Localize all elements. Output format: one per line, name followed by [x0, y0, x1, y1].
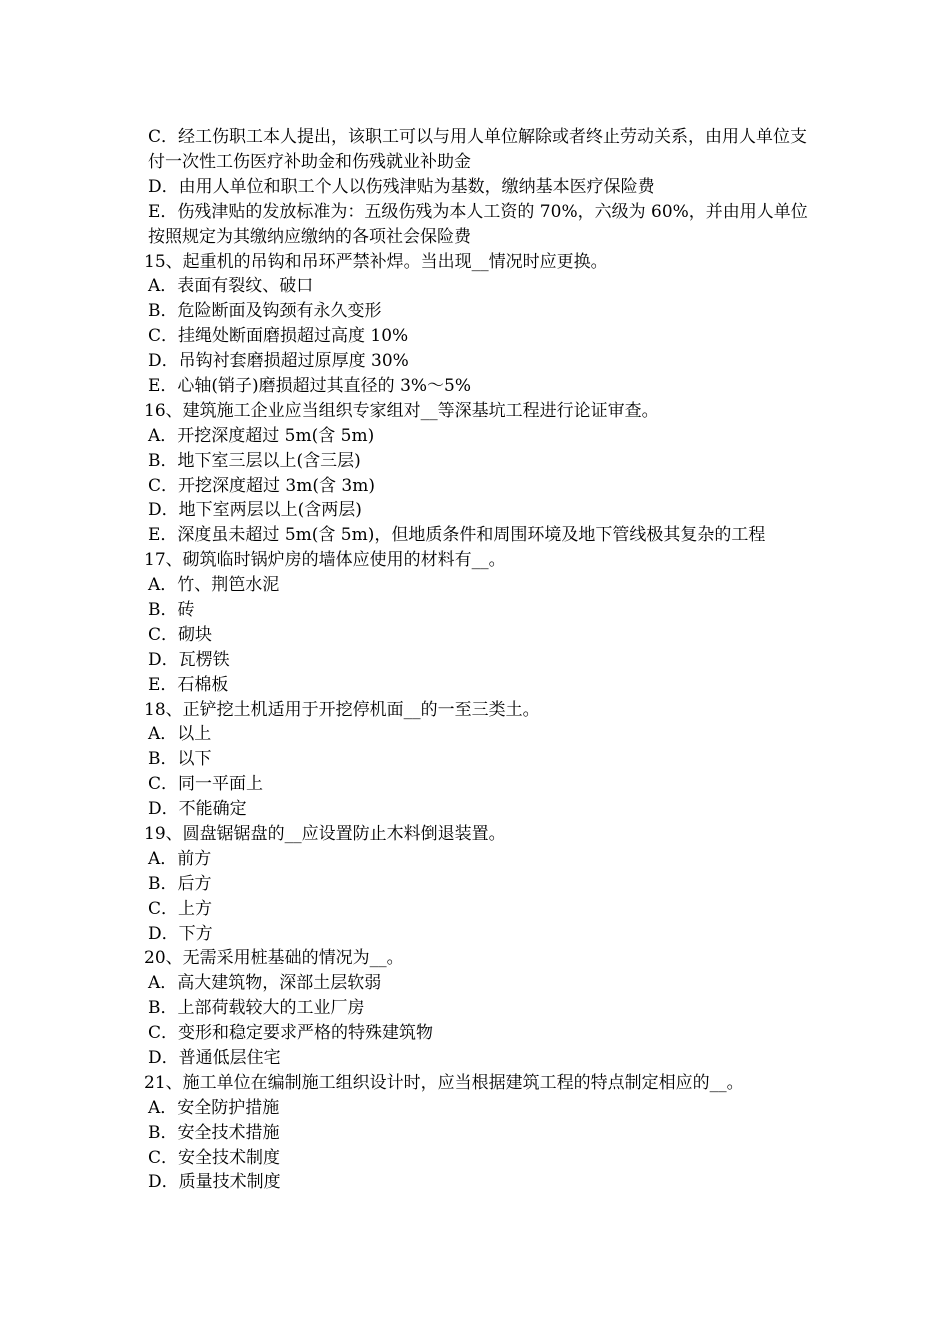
option-line: C．开挖深度超过 3m(含 3m): [148, 475, 375, 496]
option-line: D．瓦楞铁: [148, 649, 230, 670]
option-line: A．安全防护措施: [148, 1097, 280, 1118]
option-line: E．石棉板: [148, 674, 229, 695]
option-line: B．以下: [148, 749, 212, 770]
option-line: D．不能确定: [148, 799, 247, 820]
option-line: A．以上: [148, 724, 212, 745]
option-line: B．后方: [148, 873, 212, 894]
option-line: D．质量技术制度: [148, 1172, 281, 1193]
option-line: A．表面有裂纹、破口: [148, 276, 314, 297]
option-line: C．经工伤职工本人提出，该职工可以与用人单位解除或者终止劳动关系，由用人单位支付一次性工伤医疗补助金和伤残就业补助金: [148, 127, 808, 172]
option-line: C．安全技术制度: [148, 1147, 281, 1168]
option-line: C．挂绳处断面磨损超过高度 10%: [148, 326, 409, 347]
option-line: B．安全技术措施: [148, 1122, 280, 1143]
option-line: D．由用人单位和职工个人以伤残津贴为基数，缴纳基本医疗保险费: [148, 176, 655, 197]
option-line: C．上方: [148, 898, 213, 919]
option-line: D．吊钩衬套磨损超过原厚度 30%: [148, 351, 409, 372]
option-line: A．前方: [148, 848, 212, 869]
question-line: 20、无需采用桩基础的情况为__。: [144, 948, 404, 969]
option-line: D．普通低层住宅: [148, 1048, 281, 1069]
option-line: C．砌块: [148, 624, 213, 645]
option-line: D．地下室两层以上(含两层): [148, 500, 362, 521]
option-line: C．同一平面上: [148, 774, 264, 795]
option-line: A．竹、荆笆水泥: [148, 575, 280, 596]
option-line: A．高大建筑物，深部土层软弱: [148, 973, 382, 994]
option-line: B．上部荷载较大的工业厂房: [148, 998, 365, 1019]
option-line: A．开挖深度超过 5m(含 5m): [148, 425, 375, 446]
option-line: D．下方: [148, 923, 213, 944]
question-line: 19、圆盘锯锯盘的__应设置防止木料倒退装置。: [144, 824, 506, 845]
option-line: B．危险断面及钩颈有永久变形: [148, 301, 382, 322]
option-line: B．砖: [148, 600, 195, 620]
option-line: C．变形和稳定要求严格的特殊建筑物: [148, 1023, 434, 1044]
question-line: 15、起重机的吊钩和吊环严禁补焊。当出现__情况时应更换。: [144, 251, 608, 272]
question-line: 16、建筑施工企业应当组织专家组对__等深基坑工程进行论证审查。: [144, 400, 659, 421]
option-line: E．心轴(销子)磨损超过其直径的 3%～5%: [148, 375, 472, 396]
question-line: 21、施工单位在编制施工组织设计时，应当根据建筑工程的特点制定相应的__。: [144, 1072, 744, 1093]
option-line: E．伤残津贴的发放标准为：五级伤残为本人工资的 70%，六级为 60%，并由用人单位按照规定为其缴纳应缴纳的各项社会保险费: [148, 201, 808, 247]
option-line: E．深度虽未超过 5m(含 5m)，但地质条件和周围环境及地下管线极其复杂的工程: [148, 525, 766, 546]
question-line: 17、砌筑临时锅炉房的墙体应使用的材料有__。: [144, 550, 506, 571]
option-line: B．地下室三层以上(含三层): [148, 450, 361, 471]
document-body: [144, 125, 810, 1195]
question-line: 18、正铲挖土机适用于开挖停机面__的一至三类土。: [144, 699, 540, 720]
